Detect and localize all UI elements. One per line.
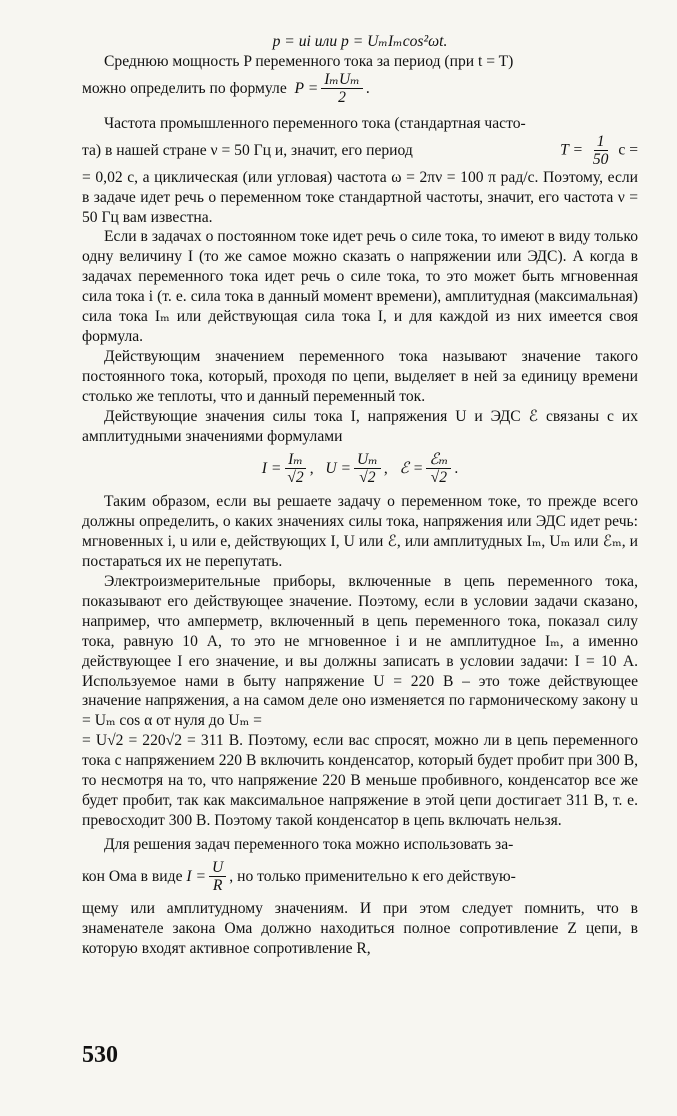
- fraction-average-power: [321, 71, 363, 107]
- formula-ohm-prefix: кон Ома в виде: [82, 867, 183, 885]
- paragraph-which-values: Таким образом, если вы решаете задачу о переменном токе, то прежде всего должны определить, о каких значениях силы тока, напряжения или ЭДС идет речь: мгновенных i, u или e, действующих I, U или ℰ, или амплитудных Iₘ, Uₘ или ℰₘ, и постараться их не перепутать.: [82, 493, 638, 571]
- paragraph-frequency-end: = 0,02 с, а циклическая (или угловая) частота ω = 2πν = 100 π рад/с. Поэтому, если в задаче идет речь о переменном токе стандартной частоты, значит, его частота ν = 50 Гц вам известна.: [82, 168, 638, 226]
- fraction-denominator: √2: [287, 469, 304, 487]
- formula-period-lhs: T =: [560, 141, 583, 159]
- formula-period-line: [82, 134, 638, 168]
- formula-i-lhs: I =: [261, 460, 282, 478]
- fraction-numerator: U: [209, 859, 226, 877]
- paragraph-capacitor: = U√2 = 220√2 = 311 В. Поэтому, если вас спросят, можно ли в цепь переменного тока с напряжением 220 В включить конденсатор, который будет пробит при 300 В, то несмотря на то, что напряжение 220 В меньше пробивного, конденсатор все же будет пробит, так как максимальное напряжение в этой цепи достигает 311 В, т. е. превосходит 300 В. Поэтому такой конденсатор в цепь включать нельзя.: [82, 732, 638, 829]
- paragraph-average-power: Среднюю мощность P переменного тока за период (при t = T): [104, 52, 514, 70]
- formula-average-power-suffix: .: [365, 79, 370, 97]
- fraction-ohm: [209, 859, 226, 895]
- fraction-denominator: 50: [592, 150, 609, 168]
- paragraph-effective-relations: Действующие значения силы тока I, напряжения U и ЭДС ℰ связаны с их амплитудными значениями формулами: [82, 407, 638, 445]
- fraction-numerator: ℰₘ: [426, 451, 451, 469]
- fraction-denominator: √2: [430, 469, 447, 487]
- formula-average-power-line: [82, 72, 638, 106]
- paragraph-ohm-end: щему или амплитудному значениям. И при этом следует помнить, что в знаменателе закона Ома должно находиться полное сопротивление Z цепи, в которую входят активное сопротивление R,: [82, 899, 638, 957]
- formula-effective-values: I = $\frac{\text{Iₘ}}{√2}$ , U = $\frac{\text{Uₘ}}{√2}$ , ℰ = $\frac{\text{ℰₘ}}{√2}$ .: [261, 451, 459, 487]
- fraction-numerator: Iₘ: [285, 451, 306, 469]
- formula-power-instant: p = ui или p = UₘIₘcos²ωt.: [272, 33, 448, 50]
- fraction-denominator: √2: [359, 469, 376, 487]
- paragraph-frequency-start: Частота промышленного переменного тока (стандартная часто-: [104, 114, 526, 132]
- formula-ohm-lhs: I =: [186, 867, 207, 885]
- page-number: 530: [82, 1042, 118, 1068]
- formula-average-power-prefix: можно определить по формуле: [82, 79, 287, 97]
- formula-e-lhs: ℰ =: [399, 460, 424, 478]
- fraction-e-effective: [426, 451, 451, 487]
- fraction-numerator: Uₘ: [354, 451, 381, 469]
- fraction-numerator: IₘUₘ: [321, 71, 363, 89]
- page-body: [82, 32, 638, 958]
- paragraph-ohm-start: Для решения задач переменного тока можно использовать за-: [104, 835, 514, 853]
- paragraph-effective-definition: Действующим значением переменного тока называют значение такого постоянного тока, который, проходя по цепи, выделяет в ней за единицу времени столько же теплоты, что и данный переменный ток.: [82, 347, 638, 405]
- paragraph-current-types: Если в задачах о постоянном токе идет речь о силе тока, то имеют в виду только одну величину I (то же самое можно сказать о напряжении или ЭДС). А когда в задачах переменного тока идет речь о силе тока, то это может быть мгновенная сила тока i (т. е. сила тока в данный момент времени), амплитудная (максимальная) сила тока Iₘ или действующая сила тока I, и для каждой из них имеется своя формула.: [82, 228, 638, 345]
- formula-ohm-line: [82, 855, 638, 899]
- formula-ohm-suffix: , но только применительно к его действую-: [229, 867, 516, 885]
- fraction-denominator: 2: [338, 88, 346, 106]
- formula-average-power-lhs: P =: [294, 79, 319, 97]
- fraction-period: [590, 133, 612, 169]
- fraction-numerator: 1: [594, 133, 608, 151]
- paragraph-instruments: Электроизмерительные приборы, включенные в цепь переменного тока, показывают его действующее значение. Поэтому, если в условии задачи сказано, например, что амперметр, включенный в цепь переменного тока, показал силу тока, равную 10 А, то это не мгновенное i и не амплитудное Iₘ, а именно действующее I его значение, и вы должны записать в условии задачи: I = 10 А. Используемое нами в быту напряжение U = 220 В – это тоже действующее значение напряжения, а на самом деле оно изменяется по гармоническому закону u = Uₘ cos α от нуля до Uₘ =: [82, 573, 638, 730]
- formula-period-prefix: та) в нашей стране ν = 50 Гц и, значит, его период: [82, 141, 413, 159]
- fraction-i-effective: [284, 451, 306, 487]
- formula-period-suffix: с =: [618, 141, 638, 159]
- formula-u-lhs: U =: [325, 460, 352, 478]
- fraction-u-effective: [354, 451, 381, 487]
- fraction-denominator: R: [212, 876, 223, 894]
